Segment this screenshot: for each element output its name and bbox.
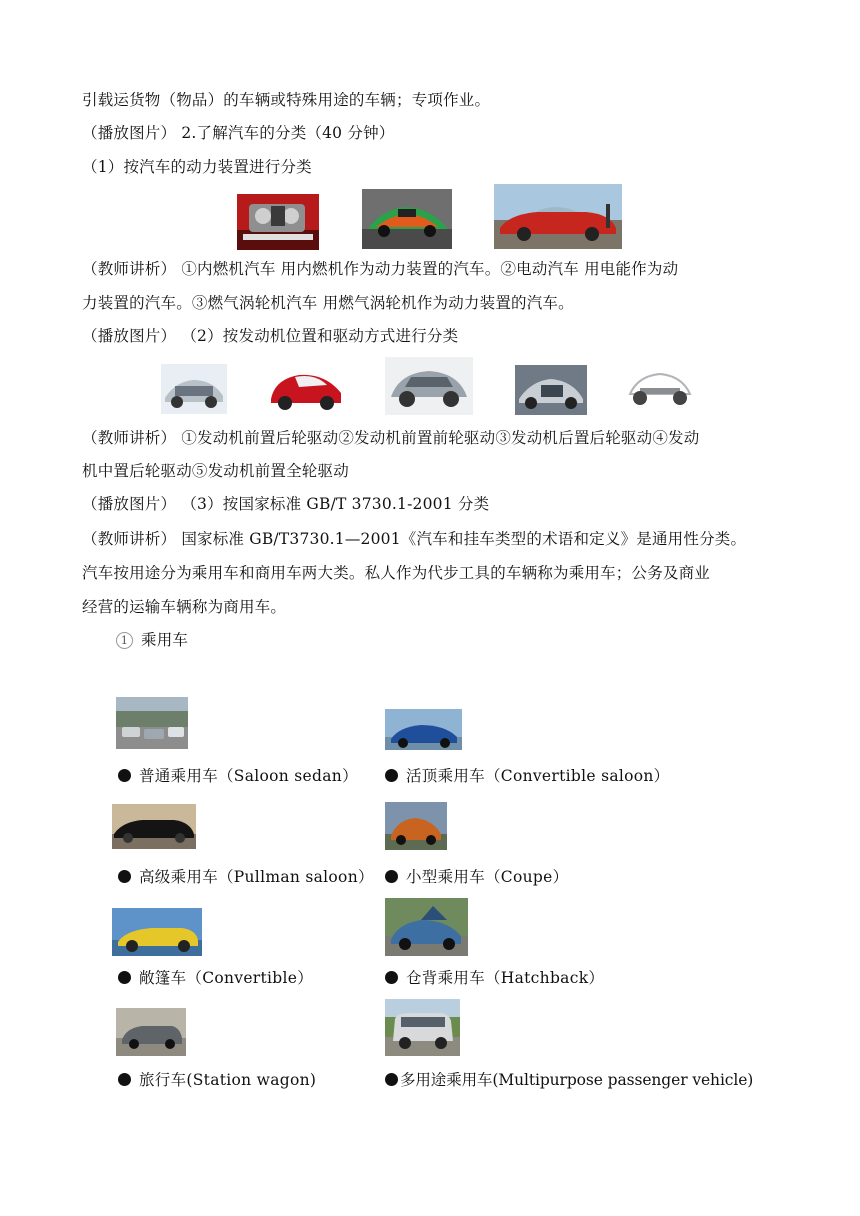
turbine-car-photo (494, 184, 622, 249)
saloon-sedan-photo (116, 697, 188, 749)
hatchback-photo (385, 898, 468, 956)
bullet-icon (385, 769, 398, 782)
list-item: 多用途乘用车(Multipurpose passenger vehicle) (385, 1070, 753, 1090)
bullet-icon (118, 1073, 131, 1086)
list-item: 小型乘用车（Coupe） (385, 867, 568, 887)
front-engine-awd-photo (624, 362, 696, 412)
text-line: 汽车按用途分为乘用车和商用车两大类。私人作为代步工具的车辆称为乘用车；公务及商业 (82, 564, 711, 582)
bullet-icon (385, 1073, 398, 1086)
bullet-icon (385, 971, 398, 984)
list-item: 普通乘用车（Saloon sedan） (118, 766, 358, 786)
text-line: 经营的运输车辆称为商用车。 (82, 598, 287, 616)
text-line: （教师讲析） ①内燃机汽车 用内燃机作为动力装置的汽车。②电动汽车 用电能作为动 (82, 260, 679, 278)
list-item: 活顶乘用车（Convertible saloon） (385, 766, 669, 786)
list-item: 高级乘用车（Pullman saloon） (118, 867, 374, 887)
pullman-saloon-photo (112, 804, 196, 849)
heading-standard-classification: （播放图片） （3）按国家标准 GB/T 3730.1-2001 分类 (82, 495, 490, 513)
text-line: 力装置的汽车。③燃气涡轮机汽车 用燃气涡轮机作为动力装置的汽车。 (82, 294, 574, 312)
front-engine-fwd-photo (265, 363, 347, 415)
convertible-photo (112, 908, 202, 956)
engine-photo (237, 194, 319, 250)
text-line: 引载运货物（物品）的车辆或特殊用途的车辆；专项作业。 (82, 91, 491, 109)
text-line: （教师讲析） ①发动机前置后轮驱动②发动机前置前轮驱动③发动机后置后轮驱动④发动 (82, 429, 700, 447)
list-item: 旅行车(Station wagon) (118, 1070, 316, 1090)
text-line: 机中置后轮驱动⑤发动机前置全轮驱动 (82, 462, 349, 480)
coupe-photo (385, 802, 447, 850)
bullet-icon (118, 769, 131, 782)
heading-power-classification: （1）按汽车的动力装置进行分类 (82, 158, 312, 176)
section-passenger-car (116, 630, 188, 650)
station-wagon-photo (116, 1008, 186, 1056)
heading-drive-classification: （播放图片） （2）按发动机位置和驱动方式进行分类 (82, 327, 459, 345)
rear-engine-rwd-photo (385, 357, 473, 415)
race-car-photo (362, 189, 452, 249)
convertible-saloon-photo (385, 709, 462, 750)
mpv-photo (385, 999, 460, 1056)
text-line: （教师讲析） 国家标准 GB/T3730.1—2001《汽车和挂车类型的术语和定义》是通用性分类。 (82, 530, 747, 548)
text-line: （播放图片） 2.了解汽车的分类（40 分钟） (82, 124, 395, 142)
section-title: 乘用车 (141, 631, 189, 649)
bullet-icon (385, 870, 398, 883)
list-item: 仓背乘用车（Hatchback） (385, 968, 604, 988)
list-item: 敞篷车（Convertible） (118, 968, 313, 988)
mid-engine-rwd-photo (515, 365, 587, 415)
bullet-icon (118, 971, 131, 984)
section-marker: 1 (116, 632, 133, 649)
front-engine-rwd-photo (161, 364, 227, 414)
bullet-icon (118, 870, 131, 883)
